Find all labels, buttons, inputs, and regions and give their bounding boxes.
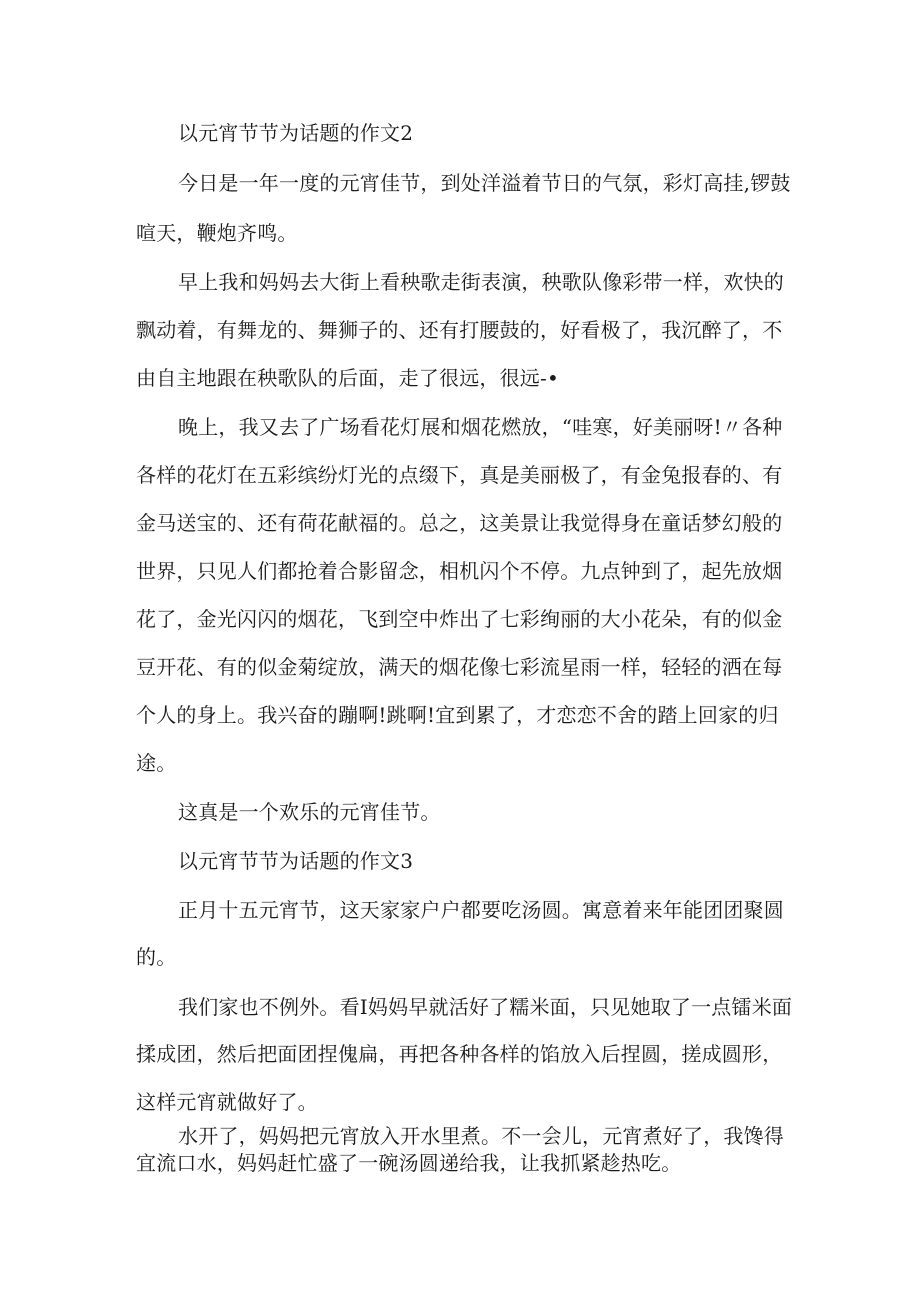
essay2-p3-line3: 金马送宝的、还有荷花献福的。总之，这美景让我觉得身在童话梦幻般的 [136, 511, 783, 535]
essay2-p3-line7: 个人的身上。我兴奋的蹦啊!跳啊!宜到累了，才恋恋不舍的踏上回家的归 [136, 703, 779, 727]
essay2-p3-line8: 途。 [136, 751, 177, 775]
essay2-p3-line2: 各样的花灯在五彩缤纷灯光的点缀下，真是美丽极了，有金兔报春的、有 [136, 463, 783, 487]
essay2-p3-line6: 豆开花、有的似金菊绽放，满天的烟花像七彩流星雨一样，轻轻的洒在每 [136, 655, 783, 679]
essay2-p1-line1: 今日是一年一度的元宵佳节，到处洋溢着节日的气氛，彩灯高挂,锣鼓 [178, 171, 791, 195]
essay2-p2-line3: 由自主地跟在秧歌队的后面，走了很远，很远-• [136, 366, 559, 390]
essay2-p1-line2: 喧天，鞭炮齐鸣。 [136, 221, 298, 245]
essay3-p2-line1: 我们家也不例外。看I妈妈早就活好了糯米面，只见她取了一点镭米面 [178, 995, 793, 1019]
essay2-p3-line1: 晚上，我又去了广场看花灯展和烟花燃放，“哇寒，好美丽呀!〃各种 [178, 415, 783, 439]
essay3-p1-line1: 正月十五元宵节，这天家家户户都要吃汤圆。寓意着来年能团团聚圆 [178, 898, 784, 922]
essay2-p3-line5: 花了，金光闪闪的烟花，飞到空中炸出了七彩绚丽的大小花朵，有的似金 [136, 607, 783, 631]
essay2-p2-line1: 早上我和妈妈去大街上看秧歌走街表演，秧歌队像彩带一样，欢快的 [178, 270, 784, 294]
essay3-p3-line2: 宜流口水，妈妈赶忙盛了一碗汤圆递给我，让我抓紧趁热吃。 [136, 1151, 682, 1175]
essay3-p2-line3: 这样元宵就做好了。 [136, 1090, 318, 1114]
essay3-p2-line2: 揉成团，然后把面团捏傀扁，再把各种各样的馅放入后捏圆，搓成圆形， [136, 1042, 783, 1066]
essay2-p4-line1: 这真是一个欢乐的元宵佳节。 [178, 800, 441, 824]
essay2-title: 以元宵节节为话题的作文2 [178, 121, 414, 145]
essay2-p2-line2: 飘动着，有舞龙的、舞狮子的、还有打腰鼓的，好看极了，我沉醉了，不 [136, 318, 783, 342]
essay3-p1-line2: 的。 [136, 945, 177, 969]
essay3-title: 以元宵节节为话题的作文3 [178, 849, 414, 873]
essay2-p3-line4: 世界，只见人们都抢着合影留念，相机闪个不停。九点钟到了，起先放烟 [136, 559, 783, 583]
essay3-p3-line1: 水开了，妈妈把元宵放入开水里煮。不一会儿，元宵煮好了，我馋得 [178, 1124, 784, 1148]
